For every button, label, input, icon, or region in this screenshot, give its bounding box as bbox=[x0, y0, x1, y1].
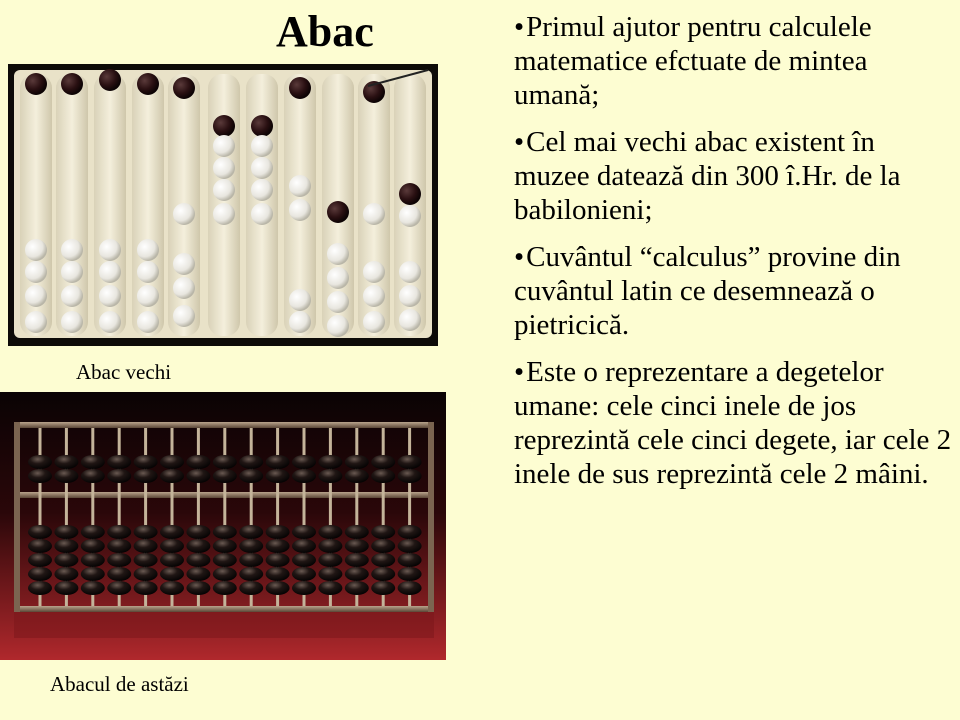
upper-bead bbox=[371, 469, 395, 483]
lower-bead bbox=[28, 581, 52, 595]
white-bead bbox=[251, 157, 273, 179]
lower-bead bbox=[81, 553, 105, 567]
bullet-dot: • bbox=[514, 241, 525, 273]
lower-bead bbox=[134, 539, 158, 553]
lower-bead bbox=[186, 567, 210, 581]
lower-bead bbox=[107, 581, 131, 595]
lower-bead bbox=[371, 539, 395, 553]
lower-bead bbox=[239, 539, 263, 553]
lower-bead bbox=[292, 525, 316, 539]
upper-bead bbox=[398, 469, 422, 483]
white-bead bbox=[363, 261, 385, 283]
lower-bead bbox=[292, 567, 316, 581]
white-bead bbox=[25, 311, 47, 333]
lower-bead bbox=[318, 581, 342, 595]
bullet-item bbox=[514, 125, 954, 227]
dark-bead bbox=[99, 69, 121, 91]
upper-bead bbox=[81, 455, 105, 469]
upper-bead bbox=[239, 469, 263, 483]
lower-bead bbox=[54, 567, 78, 581]
lower-bead bbox=[81, 567, 105, 581]
white-bead bbox=[99, 239, 121, 261]
white-bead bbox=[213, 203, 235, 225]
lower-bead bbox=[266, 581, 290, 595]
lower-bead bbox=[345, 539, 369, 553]
lower-bead bbox=[28, 525, 52, 539]
lower-bead bbox=[371, 567, 395, 581]
white-bead bbox=[399, 261, 421, 283]
upper-bead bbox=[28, 469, 52, 483]
lower-bead bbox=[398, 567, 422, 581]
lower-bead bbox=[266, 525, 290, 539]
upper-bead bbox=[292, 455, 316, 469]
dark-bead bbox=[61, 73, 83, 95]
white-bead bbox=[61, 261, 83, 283]
lower-bead bbox=[28, 567, 52, 581]
white-bead bbox=[251, 135, 273, 157]
bullet-text: Cuvântul “calculus” provine din cuvântul latin ce desemnează o pietricică. bbox=[514, 241, 901, 341]
white-bead bbox=[99, 261, 121, 283]
white-bead bbox=[363, 203, 385, 225]
white-bead bbox=[327, 243, 349, 265]
old-abacus-image bbox=[8, 64, 438, 346]
lower-bead bbox=[318, 525, 342, 539]
lower-bead bbox=[107, 525, 131, 539]
white-bead bbox=[137, 311, 159, 333]
lower-bead bbox=[54, 525, 78, 539]
bullet-item bbox=[514, 240, 954, 342]
lower-bead bbox=[160, 567, 184, 581]
white-bead bbox=[25, 239, 47, 261]
lower-bead bbox=[398, 525, 422, 539]
upper-bead bbox=[186, 469, 210, 483]
white-bead bbox=[137, 285, 159, 307]
lower-bead bbox=[213, 581, 237, 595]
lower-bead bbox=[213, 567, 237, 581]
lower-bead bbox=[345, 567, 369, 581]
modern-abacus-image bbox=[0, 392, 446, 660]
lower-bead bbox=[345, 581, 369, 595]
upper-bead bbox=[292, 469, 316, 483]
upper-bead bbox=[134, 455, 158, 469]
white-bead bbox=[399, 309, 421, 331]
lower-bead bbox=[213, 539, 237, 553]
bullet-item bbox=[514, 355, 954, 491]
upper-bead bbox=[239, 455, 263, 469]
white-bead bbox=[399, 285, 421, 307]
lower-bead bbox=[134, 581, 158, 595]
lower-bead bbox=[239, 581, 263, 595]
lower-bead bbox=[134, 567, 158, 581]
lower-bead bbox=[371, 525, 395, 539]
lower-bead bbox=[81, 581, 105, 595]
lower-bead bbox=[54, 539, 78, 553]
modern-abacus-caption: Abacul de astăzi bbox=[50, 672, 189, 696]
bullet-text: Cel mai vechi abac existent în muzee datează din 300 î.Hr. de la babilonieni; bbox=[514, 126, 901, 226]
dark-bead bbox=[137, 73, 159, 95]
lower-bead bbox=[371, 581, 395, 595]
white-bead bbox=[327, 267, 349, 289]
white-bead bbox=[173, 253, 195, 275]
white-bead bbox=[289, 199, 311, 221]
upper-bead bbox=[160, 469, 184, 483]
white-bead bbox=[213, 179, 235, 201]
upper-bead bbox=[81, 469, 105, 483]
upper-bead bbox=[318, 455, 342, 469]
lower-bead bbox=[54, 553, 78, 567]
lower-bead bbox=[107, 539, 131, 553]
white-bead bbox=[137, 261, 159, 283]
upper-bead bbox=[160, 455, 184, 469]
bullet-text: Primul ajutor pentru calculele matematice efctuate de mintea umană; bbox=[514, 11, 872, 111]
white-bead bbox=[25, 261, 47, 283]
upper-bead bbox=[398, 455, 422, 469]
white-bead bbox=[61, 285, 83, 307]
white-bead bbox=[137, 239, 159, 261]
lower-bead bbox=[213, 525, 237, 539]
lower-bead bbox=[345, 553, 369, 567]
dark-bead bbox=[25, 73, 47, 95]
upper-bead bbox=[213, 469, 237, 483]
upper-bead bbox=[186, 455, 210, 469]
upper-bead bbox=[345, 455, 369, 469]
lower-bead bbox=[398, 539, 422, 553]
lower-bead bbox=[28, 539, 52, 553]
white-bead bbox=[99, 285, 121, 307]
lower-bead bbox=[81, 539, 105, 553]
lower-bead bbox=[28, 553, 52, 567]
white-bead bbox=[363, 285, 385, 307]
lower-bead bbox=[186, 581, 210, 595]
upper-bead bbox=[54, 455, 78, 469]
lower-bead bbox=[398, 581, 422, 595]
lower-bead bbox=[371, 553, 395, 567]
lower-bead bbox=[266, 567, 290, 581]
lower-bead bbox=[318, 539, 342, 553]
lower-bead bbox=[186, 539, 210, 553]
dark-bead bbox=[327, 201, 349, 223]
upper-bead bbox=[107, 455, 131, 469]
lower-bead bbox=[107, 567, 131, 581]
bullet-dot: • bbox=[514, 356, 525, 388]
bullet-text: Este o reprezentare a degetelor umane: cele cinci inele de jos reprezintă cele cinci degete, iar cele 2 inele de sus reprezintă cele 2 mâini. bbox=[514, 356, 952, 490]
white-bead bbox=[99, 311, 121, 333]
lower-bead bbox=[134, 525, 158, 539]
upper-bead bbox=[318, 469, 342, 483]
lower-bead bbox=[186, 553, 210, 567]
lower-bead bbox=[186, 525, 210, 539]
lower-bead bbox=[134, 553, 158, 567]
dark-bead bbox=[173, 77, 195, 99]
white-bead bbox=[173, 305, 195, 327]
lower-bead bbox=[292, 581, 316, 595]
upper-bead bbox=[213, 455, 237, 469]
dark-bead bbox=[289, 77, 311, 99]
white-bead bbox=[327, 315, 349, 337]
bullet-dot: • bbox=[514, 126, 525, 158]
lower-bead bbox=[239, 525, 263, 539]
white-bead bbox=[173, 277, 195, 299]
white-bead bbox=[363, 311, 385, 333]
lower-bead bbox=[266, 539, 290, 553]
white-bead bbox=[251, 203, 273, 225]
dark-bead bbox=[213, 115, 235, 137]
lower-bead bbox=[292, 553, 316, 567]
bullet-list bbox=[514, 10, 954, 504]
white-bead bbox=[173, 203, 195, 225]
white-bead bbox=[61, 311, 83, 333]
lower-bead bbox=[239, 567, 263, 581]
upper-bead bbox=[266, 455, 290, 469]
upper-bead bbox=[345, 469, 369, 483]
upper-bead bbox=[54, 469, 78, 483]
upper-bead bbox=[371, 455, 395, 469]
lower-bead bbox=[398, 553, 422, 567]
white-bead bbox=[213, 135, 235, 157]
upper-bead bbox=[28, 455, 52, 469]
lower-bead bbox=[213, 553, 237, 567]
white-bead bbox=[289, 289, 311, 311]
white-bead bbox=[289, 175, 311, 197]
lower-bead bbox=[239, 553, 263, 567]
lower-bead bbox=[318, 553, 342, 567]
white-bead bbox=[327, 291, 349, 313]
lower-bead bbox=[160, 525, 184, 539]
lower-bead bbox=[345, 525, 369, 539]
white-bead bbox=[289, 311, 311, 333]
lower-bead bbox=[292, 539, 316, 553]
lower-bead bbox=[266, 553, 290, 567]
lower-bead bbox=[81, 525, 105, 539]
slide-title: Abac bbox=[276, 7, 374, 56]
lower-bead bbox=[160, 553, 184, 567]
upper-bead bbox=[266, 469, 290, 483]
lower-bead bbox=[107, 553, 131, 567]
bullet-dot: • bbox=[514, 11, 525, 43]
lower-bead bbox=[160, 539, 184, 553]
dark-bead bbox=[251, 115, 273, 137]
dark-bead bbox=[399, 183, 421, 205]
lower-bead bbox=[318, 567, 342, 581]
white-bead bbox=[399, 205, 421, 227]
white-bead bbox=[25, 285, 47, 307]
upper-bead bbox=[107, 469, 131, 483]
white-bead bbox=[251, 179, 273, 201]
white-bead bbox=[213, 157, 235, 179]
old-abacus-caption: Abac vechi bbox=[76, 360, 172, 384]
bullet-item bbox=[514, 10, 954, 112]
lower-bead bbox=[160, 581, 184, 595]
white-bead bbox=[61, 239, 83, 261]
upper-bead bbox=[134, 469, 158, 483]
lower-bead bbox=[54, 581, 78, 595]
